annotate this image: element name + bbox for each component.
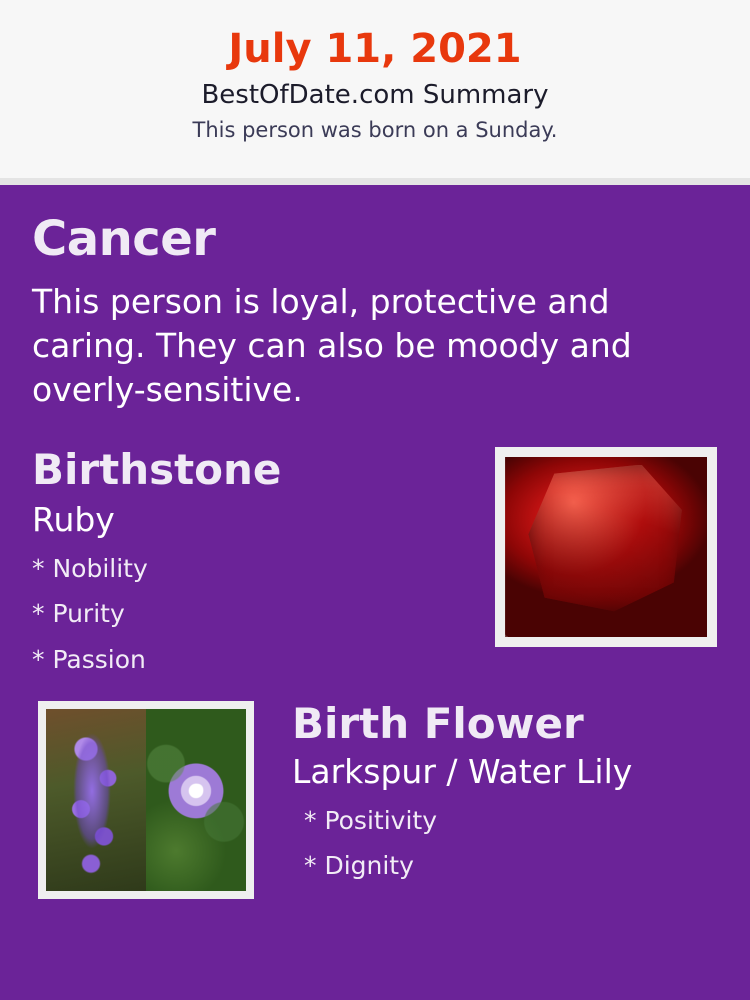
card-header bbox=[0, 0, 750, 178]
larkspur-photo-half bbox=[46, 709, 146, 891]
zodiac-description: This person is loyal, protective and caring. They can also be moody and overly-sensitive. bbox=[32, 281, 632, 409]
born-weekday-text: This person was born on a Sunday. bbox=[192, 118, 558, 143]
birth-flower-traits bbox=[292, 805, 730, 882]
birthstone-title: Birthstone bbox=[32, 445, 282, 495]
details-panel bbox=[0, 185, 750, 1000]
page-title: July 11, 2021 bbox=[228, 26, 522, 72]
birth-flower-trait: * Dignity bbox=[304, 851, 414, 881]
birthstone-name: Ruby bbox=[32, 499, 115, 539]
larkspur-water-lily-photo bbox=[46, 709, 246, 891]
site-summary-label: BestOfDate.com Summary bbox=[201, 80, 549, 110]
birth-flower-trait: * Positivity bbox=[304, 806, 437, 836]
birthstone-trait: * Nobility bbox=[32, 554, 148, 584]
birthstone-section bbox=[0, 447, 750, 677]
zodiac-sign-name: Cancer bbox=[32, 211, 216, 267]
header-divider bbox=[0, 178, 750, 185]
birth-flower-title: Birth Flower bbox=[292, 699, 584, 749]
birthstone-trait: * Passion bbox=[32, 644, 146, 674]
birth-flower-name: Larkspur / Water Lily bbox=[292, 751, 633, 791]
zodiac-section bbox=[0, 213, 750, 411]
birth-flower-image-frame bbox=[38, 701, 254, 899]
birth-flower-section bbox=[0, 701, 750, 931]
water-lily-photo-half bbox=[146, 709, 246, 891]
ruby-gemstone-photo bbox=[505, 457, 707, 637]
birthstone-image-frame bbox=[495, 447, 717, 647]
birthstone-trait: * Purity bbox=[32, 599, 125, 629]
